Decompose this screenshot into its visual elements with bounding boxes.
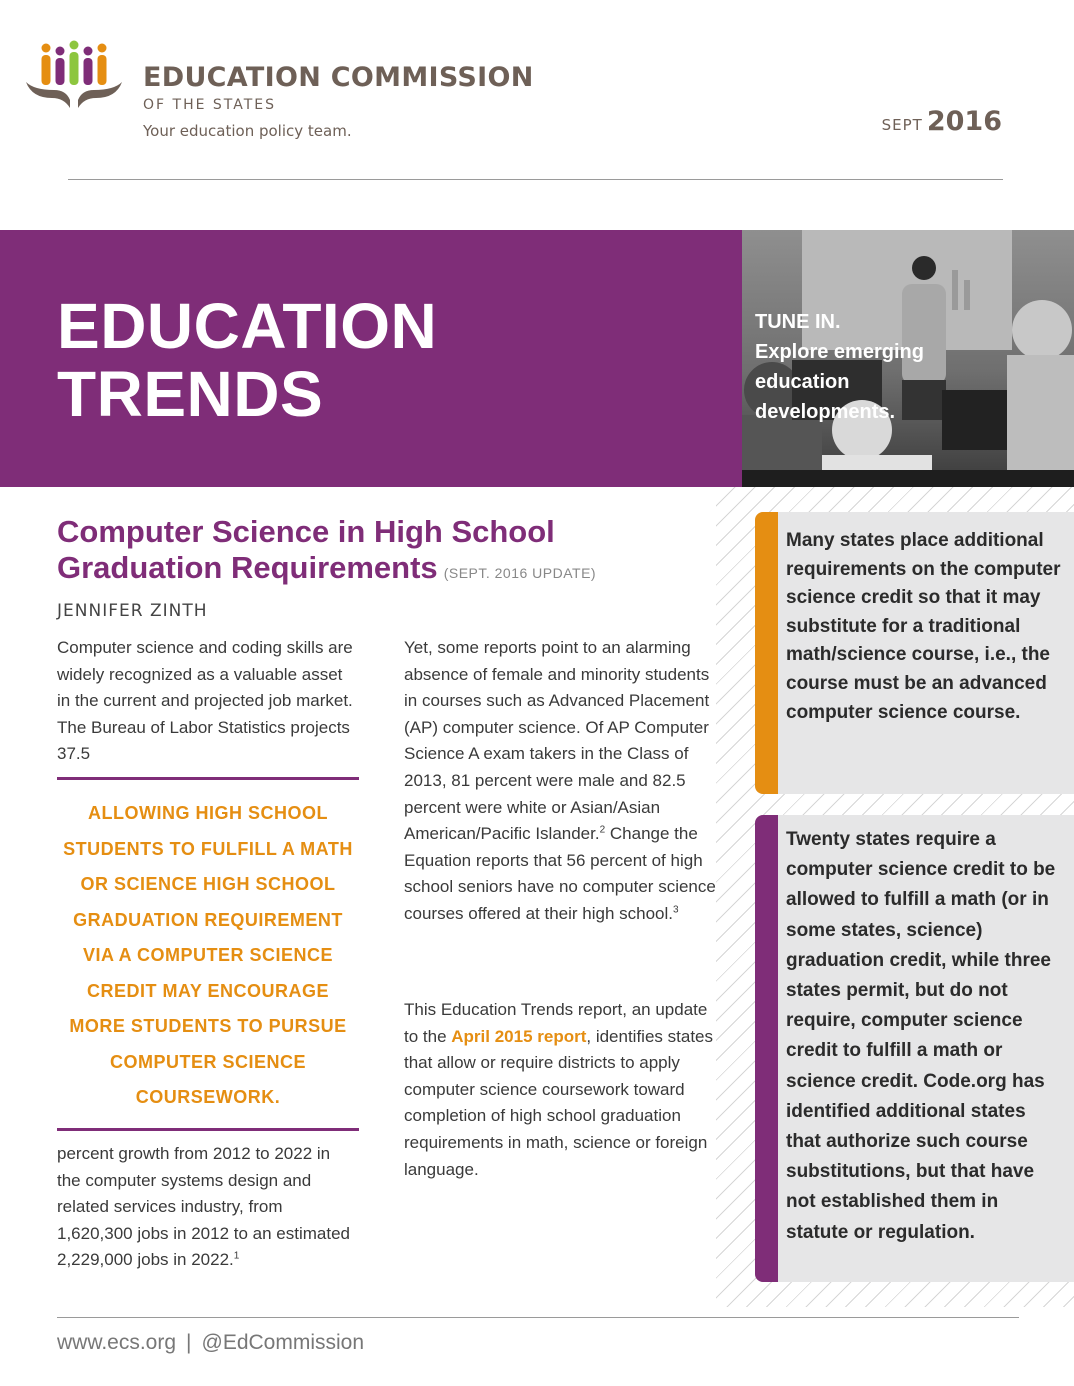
author-name: JENNIFER ZINTH [57, 601, 208, 621]
pull-quote-bottom-rule [57, 1128, 359, 1131]
body-paragraph-1: Computer science and coding skills are widely recognized as a valuable asset in the current and projected job market. The Bureau of Labor Statistics projects 37.5 [57, 638, 353, 764]
body-paragraph-2-text-a: Yet, some reports point to an alarming absence of female and minority students in courses such as Advanced Placement (AP) computer science. Of AP Computer Science A exam takers in the Class of 2013, 81 percent were male and 82.5 percent were white or Asian/Asian American/Pacific Islander. [404, 638, 710, 844]
banner-title-line1: EDUCATION [57, 290, 438, 362]
body-paragraph-2 [404, 635, 716, 928]
article-title-line2 [57, 550, 697, 591]
footnote-ref-1[interactable]: 1 [233, 1250, 240, 1262]
pull-quote-top-rule [57, 777, 359, 780]
callout-accent-bar-orange [755, 512, 778, 794]
footnote-ref-3[interactable]: 3 [673, 904, 679, 916]
footnote-ref-2[interactable]: 2 [599, 824, 606, 836]
issue-date [882, 106, 1002, 137]
article-title-line1: Computer Science in High School [57, 514, 555, 549]
issue-year: 2016 [926, 106, 1002, 137]
update-note: (SEPT. 2016 UPDATE) [443, 565, 597, 581]
org-name: EDUCATION COMMISSION [143, 62, 534, 93]
pull-quote: ALLOWING HIGH SCHOOL STUDENTS TO FULFILL A MATH OR SCIENCE HIGH SCHOOL GRADUATION REQUIREMENT VIA A COMPUTER SCIENCE CREDIT MAY ENCOURAGE MORE STUDENTS TO PURSUE COMPUTER SCIENCE COURSEWORK. [63, 803, 353, 1107]
body-paragraph-3-text-b: , identifies states that allow or require districts to apply computer science coursework toward completion of high school graduation requirements in math, science or foreign language. [404, 1026, 713, 1179]
article-title-line2-text: Graduation Requirements [57, 550, 438, 585]
body-paragraph-3-text-a: This Education Trends report, an update to the [404, 1000, 708, 1046]
tune-in-line1: TUNE IN. [755, 311, 841, 333]
body-paragraph-1-continued [57, 1141, 357, 1274]
footer-twitter-handle[interactable]: @EdCommission [201, 1331, 365, 1354]
callout-text-1: Many states place additional requirements on the computer science credit so that it may substitute for a traditional math/science course, i.e., the course must be an advanced computer science course. [786, 530, 1061, 723]
banner-title-line2: TRENDS [57, 358, 324, 430]
issue-month: SEPT [881, 116, 923, 134]
tune-in-line4: developments. [755, 401, 896, 423]
ecs-logo-icon [24, 38, 134, 118]
footer [57, 1331, 364, 1355]
body-paragraph-3 [404, 997, 716, 1183]
april-2015-report-link[interactable]: April 2015 report [451, 1026, 587, 1046]
footer-divider [57, 1317, 1019, 1318]
footer-website-link[interactable]: www.ecs.org [57, 1331, 177, 1354]
callout-text-2: Twenty states require a computer science credit to be allowed to fulfill a math (or in some states, science) graduation credit, while three states permit, but do not require, computer science credit to fulfill a math or science credit. Code.org has identified additional states that authorize such course substitutions, but that have not established them in statute or regulation. [786, 829, 1056, 1243]
article-title [57, 514, 697, 591]
callout-box-twenty-states [755, 815, 1074, 1282]
tune-in-caption [755, 307, 985, 427]
tune-in-line3: education [755, 371, 850, 393]
header-divider [68, 179, 1003, 180]
tune-in-line2: Explore emerging [755, 341, 924, 363]
title-banner [0, 230, 742, 487]
banner-title [57, 292, 437, 428]
callout-accent-bar-purple [755, 815, 778, 1282]
body-paragraph-1-text: percent growth from 2012 to 2022 in the computer systems design and related services industry, from 1,620,300 jobs in 2012 to an estimated 2,229,000 jobs in 2022. [57, 1144, 350, 1270]
footer-separator: | [186, 1331, 192, 1354]
org-tagline: Your education policy team. [143, 122, 352, 140]
callout-box-requirements [755, 512, 1074, 794]
org-subtitle: OF THE STATES [143, 97, 277, 113]
body-paragraph-2-text-b: Change the Equation reports that 56 percent of high school seniors have no computer science courses offered at their high school. [404, 824, 716, 923]
